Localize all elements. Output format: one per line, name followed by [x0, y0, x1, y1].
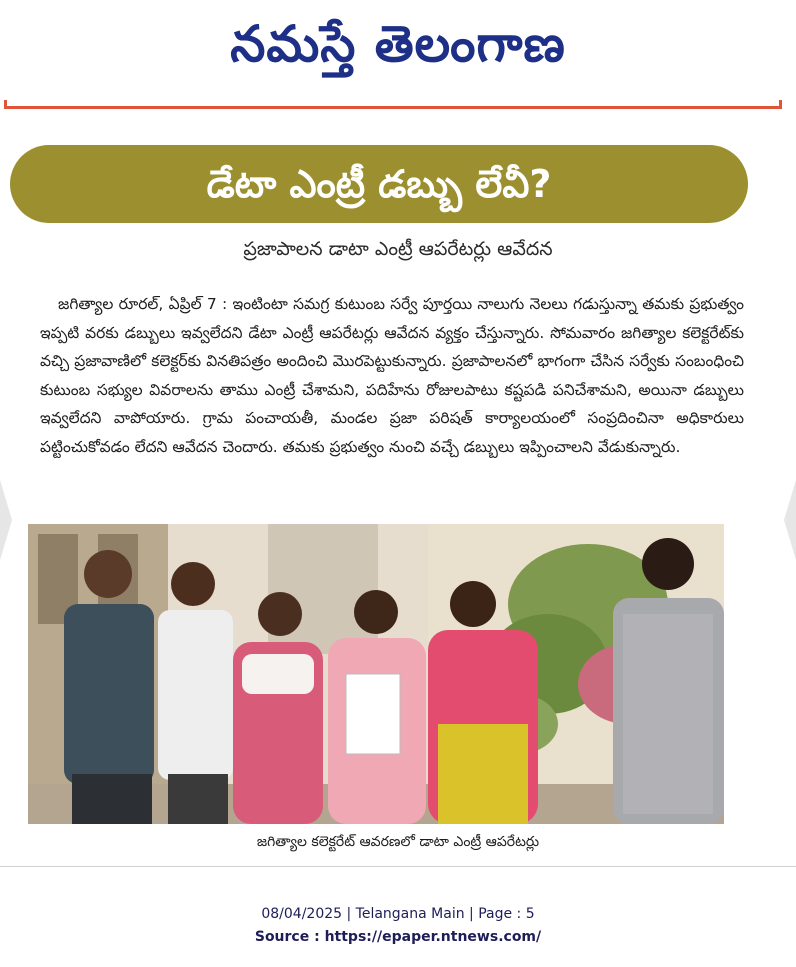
article-photo [28, 524, 724, 824]
article-subheading: ప్రజాపాలన డాటా ఎంట్రీ ఆపరేటర్లు ఆవేదన [243, 238, 553, 260]
headline-banner [10, 145, 748, 223]
footer-divider [0, 866, 796, 867]
edition-info: 08/04/2025 | Telangana Main | Page : 5 [261, 906, 535, 922]
left-page-notch [0, 480, 12, 560]
right-page-notch [784, 480, 796, 560]
newspaper-logo: నమస్తే తెలంగాణ [230, 15, 566, 73]
article-headline: డేటా ఎంట్రీ డబ్బు లేవీ? [206, 162, 552, 206]
masthead-divider [4, 100, 782, 109]
photo-caption: జగిత్యాల కలెక్టరేట్ ఆవరణలో డాటా ఎంట్రీ ఆపరేటర్లు [256, 834, 540, 850]
article-body: జగిత్యాల రూరల్, ఏప్రిల్ 7 : ఇంటింటా సమగ్ర కుటుంబ సర్వే పూర్తయి నాలుగు నెలలు గడుస్తున్నా తమకు ప్రభుత్వం ఇప్పటి వరకు డబ్బులు ఇవ్వలేదని డేటా ఎంట్రీ ఆపరేటర్లు ఆవేదన వ్యక్తం చేస్తున్నారు. సోమవారం జగిత్యాల కలెక్టరేట్‌కు వచ్చి ప్రజావాణిలో కలెక్టర్‌కు వినతిపత్రం అందించి మొరపెట్టుకున్నారు. ప్రజాపాలనలో భాగంగా చేసిన సర్వేకు సంబంధించి కుటుంబ సభ్యుల వివరాలను తాము ఎంట్రీ చేశామని, పదిహేను రోజులపాటు కష్టపడి పనిచేశామని, అయినా డబ్బులు ఇవ్వలేదని వాపోయారు. గ్రామ పంచాయతీ, మండల ప్రజా పరిషత్ కార్యాలయంలో సంప్రదించినా అధికారులు పట్టించుకోవడం లేదని ఆవేదన చెందారు. తమకు ప్రభుత్వం నుంచి వచ్చే డబ్బులు ఇప్పించాలని వేడుకున్నారు. [40, 295, 744, 456]
source-link[interactable]: Source : https://epaper.ntnews.com/ [254, 929, 542, 945]
masthead [0, 0, 796, 118]
